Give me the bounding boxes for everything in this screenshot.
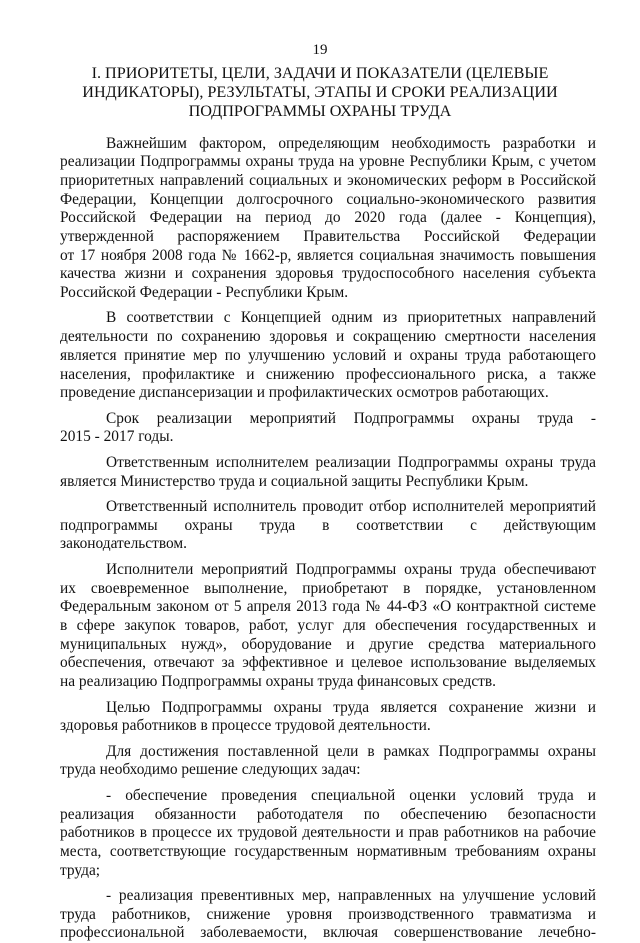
paragraph-line: работников в процессе их трудовой деятельности и прав работников на рабочие [60,824,596,843]
paragraph [60,887,596,943]
paragraph-line: Важнейшим фактором, определяющим необходимость разработки и [60,135,596,154]
paragraph-line: реализация обязанности работодателя по обеспечению безопасности [60,806,596,825]
paragraph [60,498,596,554]
paragraph-line: Исполнители мероприятий Подпрограммы охраны труда обеспечивают [60,561,596,580]
paragraph-line: Для достижения поставленной цели в рамках Подпрограммы охраны [60,743,596,762]
body-text [60,135,596,943]
paragraph-line: - реализация превентивных мер, направленных на улучшение условий [60,887,596,906]
paragraph-gap [60,692,596,699]
paragraph-line: В соответствии с Концепцией одним из приоритетных направлений [60,309,596,328]
paragraph-line: является Министерство труда и социальной защиты Республики Крым. [60,473,596,492]
paragraph-line: 2015 - 2017 годы. [60,428,596,447]
paragraph-line: проведение диспансеризации и профилактических осмотров работающих. [60,384,596,403]
paragraph-gap [60,736,596,743]
paragraph-line: в сфере закупок товаров, работ, услуг для обеспечения государственных и [60,617,596,636]
paragraph-line: населения, профилактике и снижению профессионального риска, а также [60,366,596,385]
paragraph [60,454,596,491]
paragraph-line: труда; [60,862,596,881]
paragraph-line: профессиональной заболеваемости, включая совершенствование лечебно- [60,924,596,943]
paragraph [60,135,596,303]
paragraph-line: от 17 ноября 2008 года № 1662-р, является социальная значимость повышения [60,247,596,266]
paragraph [60,309,596,402]
paragraph-line: их своевременное выполнение, приобретают в порядке, установленном [60,580,596,599]
paragraph-line: здоровья работников в процессе трудовой деятельности. [60,717,596,736]
paragraph-line: Ответственным исполнителем реализации Подпрограммы охраны труда [60,454,596,473]
paragraph-gap [60,780,596,787]
paragraph-line: Срок реализации мероприятий Подпрограммы охраны труда - [60,410,596,429]
paragraph-line: Ответственный исполнитель проводит отбор исполнителей мероприятий [60,498,596,517]
paragraph-line: Федеральным законом от 5 апреля 2013 года № 44-ФЗ «О контрактной системе [60,598,596,617]
paragraph-line: является принятие мер по улучшению условий и охраны труда работающего [60,347,596,366]
paragraph-gap [60,491,596,498]
paragraph-gap [60,303,596,310]
paragraph-line: труда работников, снижение уровня производственного травматизма и [60,906,596,925]
paragraph-line: обеспечения, отвечают за эффективное и целевое использование выделяемых [60,654,596,673]
paragraph-gap [60,880,596,887]
paragraph-line: - обеспечение проведения специальной оценки условий труда и [60,787,596,806]
paragraph-line: реализации Подпрограммы охраны труда на уровне Республики Крым, с учетом [60,153,596,172]
paragraph-line: утвержденной распоряжением Правительства Российской Федерации [60,228,596,247]
heading-line: ИНДИКАТОРЫ), РЕЗУЛЬТАТЫ, ЭТАПЫ И СРОКИ РЕАЛИЗАЦИИ [60,83,580,102]
paragraph-gap [60,403,596,410]
paragraph-line: муниципальных нужд», оборудование и другие средства материального [60,636,596,655]
paragraph-line: Российской Федерации на период до 2020 года (далее - Концепция), [60,209,596,228]
paragraph-gap [60,554,596,561]
paragraph [60,561,596,692]
paragraph-line: приоритетных направлений социальных и экономических реформ в Российской [60,172,596,191]
paragraph-line: качества жизни и сохранения здоровья трудоспособного населения субъекта [60,265,596,284]
paragraph [60,410,596,447]
paragraph [60,743,596,780]
section-heading [60,64,580,122]
paragraph [60,787,596,880]
paragraph-line: места, соответствующие государственным нормативным требованиям охраны [60,843,596,862]
heading-line: ПОДПРОГРАММЫ ОХРАНЫ ТРУДА [60,102,580,121]
paragraph-line: труда необходимо решение следующих задач: [60,761,596,780]
paragraph-line: Целью Подпрограммы охраны труда является сохранение жизни и [60,699,596,718]
paragraph-gap [60,447,596,454]
paragraph-line: подпрограммы охраны труда в соответствии с действующим [60,517,596,536]
page-number: 19 [0,41,640,59]
paragraph-line: деятельности по сохранению здоровья и сокращению смертности населения [60,328,596,347]
paragraph-line: Федерации, Концепции долгосрочного социально-экономического развития [60,191,596,210]
paragraph-line: законодательством. [60,535,596,554]
paragraph-line: Российской Федерации - Республики Крым. [60,284,596,303]
paragraph [60,699,596,736]
paragraph-line: на реализацию Подпрограммы охраны труда финансовых средств. [60,673,596,692]
heading-line: I. ПРИОРИТЕТЫ, ЦЕЛИ, ЗАДАЧИ И ПОКАЗАТЕЛИ (ЦЕЛЕВЫЕ [60,64,580,83]
